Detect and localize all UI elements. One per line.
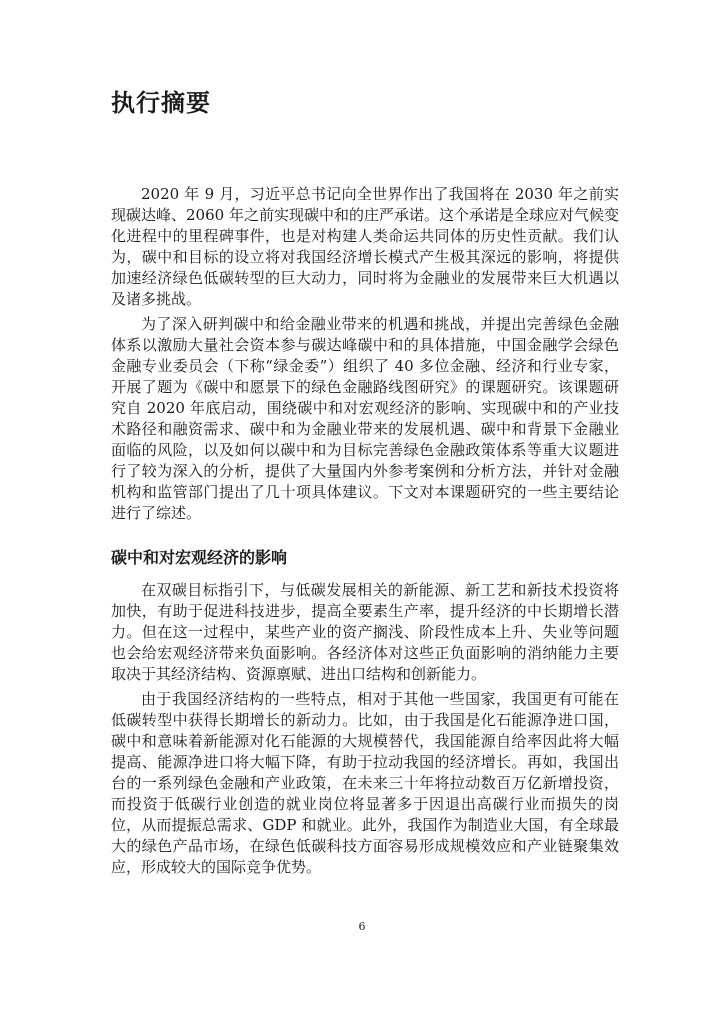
page-title: 执行摘要 xyxy=(111,89,211,117)
intro-body xyxy=(111,184,619,528)
intro-paragraph: 2020 年 9 月，习近平总书记向全世界作出了我国将在 2030 年之前实现碳达峰、2060 年之前实现碳中和的庄严承诺。这个承诺是全球应对气候变化进程中的里程碑事件，也是对构建人类命运共同体的历史性贡献。我们认为，碳中和目标的设立将对我国经济增长模式产生极其深远的影响，将提供加速经济绿色低碳转型的巨大动力，同时将为金融业的发展带来巨大机遇以及诸多挑战。 xyxy=(111,185,619,308)
intro-paragraph: 为了深入研判碳中和给金融业带来的机遇和挑战，并提出完善绿色金融体系以激励大量社会资本参与碳达峰碳中和的具体措施，中国金融学会绿色金融专业委员会（下称“绿金委”）组织了 40 多位金融、经济和行业专家，开展了题为《碳中和愿景下的绿色金融路线图研究》的课题研究。该课题研究自 2020 年底启动，围绕碳中和对宏观经济的影响、实现碳中和的产业技术路径和融资需求、碳中和为金融业带来的发展机遇、碳中和背景下金融业面临的风险，以及如何以碳中和为目标完善绿色金融政策体系等重大议题进行了较为深入的分析，提供了大量国内外参考案例和分析方法，并针对金融机构和监管部门提出了几十项具体建议。下文对本课题研究的一些主要结论进行了综述。 xyxy=(111,315,619,522)
section-paragraph: 由于我国经济结构的一些特点，相对于其他一些国家，我国更有可能在低碳转型中获得长期增长的新动力。比如，由于我国是化石能源净进口国，碳中和意味着新能源对化石能源的大规模替代，我国能源自给率因此将大幅提高、能源净进口将大幅下降，有助于拉动我国的经济增长。再如，我国出台的一系列绿色金融和产业政策，在未来三十年将拉动数百万亿新增投资，而投资于低碳行业创造的就业岗位将显著多于因退出高碳行业而损失的岗位，从而提振总需求、GDP 和就业。此外，我国作为制造业大国，有全球最大的绿色产品市场，在绿色低碳科技方面容易形成规模效应和产业链聚集效应，形成较大的国际竞争优势。 xyxy=(111,690,619,876)
page-number: 6 xyxy=(358,920,366,933)
section-heading: 碳中和对宏观经济的影响 xyxy=(111,548,288,567)
section-paragraph: 在双碳目标指引下，与低碳发展相关的新能源、新工艺和新技术投资将加快，有助于促进科技进步，提高全要素生产率，提升经济的中长期增长潜力。但在这一过程中，某些产业的资产搁浅、阶段性成本上升、失业等问题也会给宏观经济带来负面影响。各经济体对这些正负面影响的消纳能力主要取决于其经济结构、资源禀赋、进出口结构和创新能力。 xyxy=(111,581,619,683)
section-body xyxy=(111,580,619,882)
